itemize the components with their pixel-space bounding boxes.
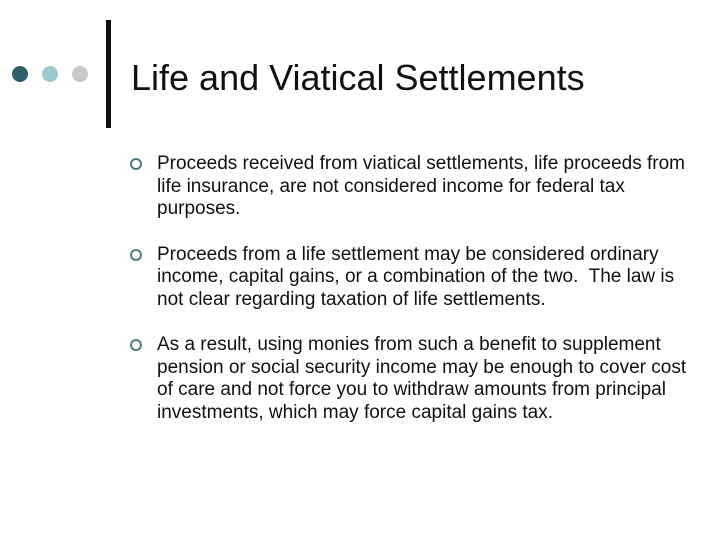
bullet-text: Proceeds received from viatical settlements, life proceeds from life insurance, are not considered income for federal tax purposes. [157,153,685,219]
bullet-item-benefit-use [130,334,690,424]
bullet-circle-icon [130,339,142,351]
decorative-dot-gray [72,66,88,82]
bullet-circle-icon [130,249,142,261]
decorative-dot-dark [12,66,28,82]
bullet-text: As a result, using monies from such a benefit to supplement pension or social security income may be enough to cover cost of care and not force you to withdraw amounts from principal investments, which may force capital gains tax. [157,334,687,423]
bullet-circle-icon [130,158,142,170]
decorative-dot-light [42,66,58,82]
bullet-item-viatical-proceeds [130,153,690,221]
bullet-item-life-settlement-taxation [130,244,690,312]
bullet-list [130,153,690,447]
bullet-text: Proceeds from a life settlement may be considered ordinary income, capital gains, or a combination of the two. The law is not clear regarding taxation of life settlements. [157,243,680,310]
slide-title: Life and Viatical Settlements [131,57,585,98]
title-divider-bar [106,20,111,128]
